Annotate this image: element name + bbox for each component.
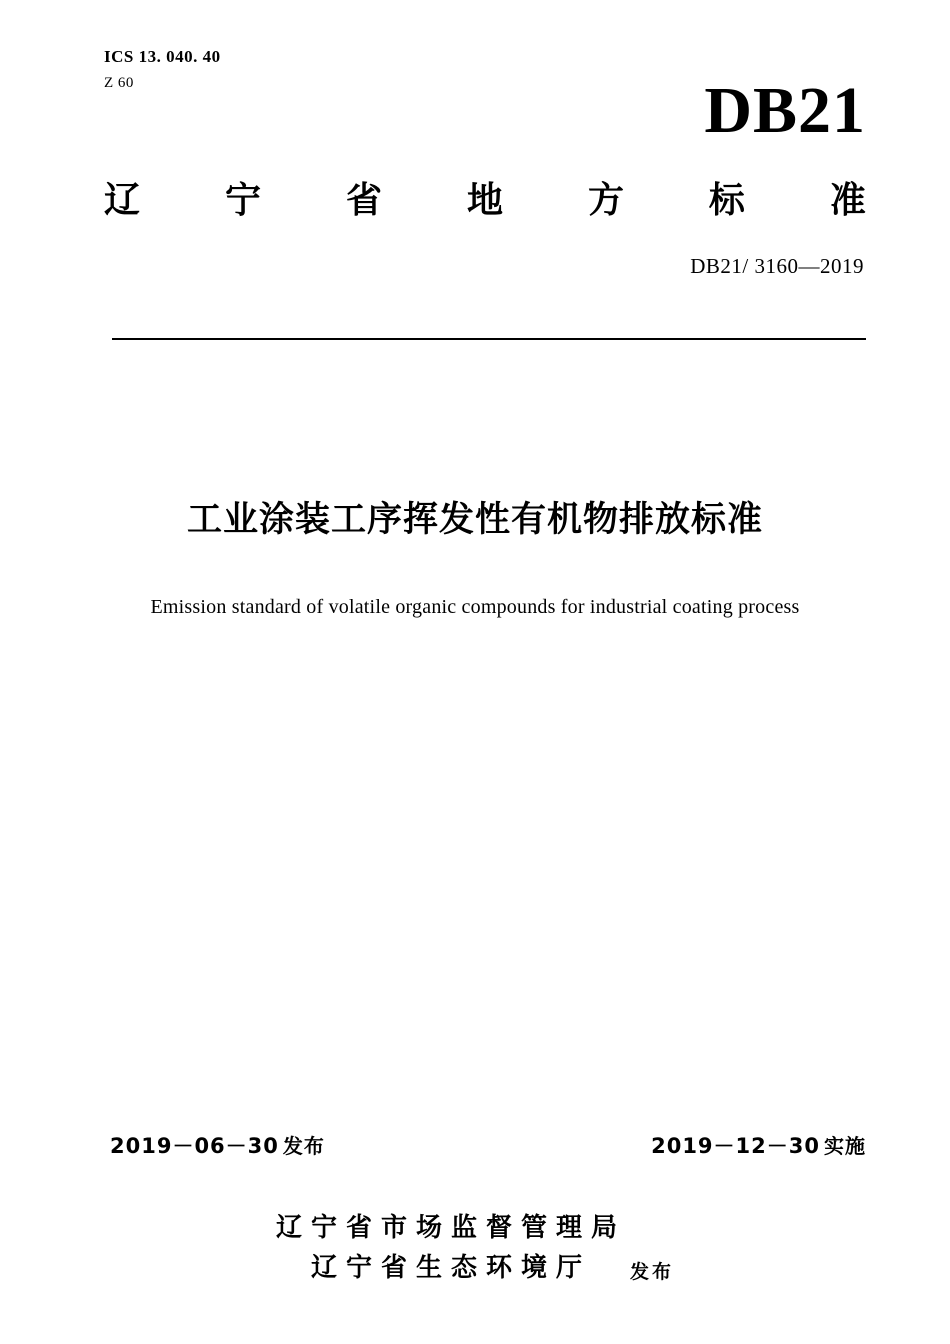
standard-name-char-1: 宁 xyxy=(224,180,261,221)
standard-name-char-6: 准 xyxy=(829,180,866,221)
page-title: 工业涂装工序挥发性有机物排放标准 xyxy=(186,500,763,540)
implement-date-group xyxy=(651,1130,866,1160)
issuer-publish-label: 发布 xyxy=(630,1261,675,1283)
issuer-line-1: 辽宁省市场监督管理局 xyxy=(275,1213,626,1243)
standard-name-char-0: 辽 xyxy=(104,180,141,221)
issuer-line-2: 辽宁省生态环境厅 xyxy=(310,1253,591,1283)
issue-date-group xyxy=(110,1130,325,1160)
page-subtitle-english: Emission standard of volatile organic compounds for industrial coating process xyxy=(150,596,800,618)
standard-name-line xyxy=(104,172,866,223)
issue-date: 2019－06－30 xyxy=(110,1134,279,1158)
ics-block xyxy=(104,44,221,96)
standard-name-char-3: 地 xyxy=(466,180,503,221)
ics-code: ICS 13. 040. 40 xyxy=(104,47,221,66)
implement-date-label: 实施 xyxy=(824,1134,866,1158)
ccs-code: Z 60 xyxy=(104,75,134,91)
issue-date-label: 发布 xyxy=(282,1134,325,1158)
standard-name-char-2: 省 xyxy=(345,180,382,221)
standard-name-char-5: 标 xyxy=(708,180,745,221)
db21-logo: DB21 xyxy=(704,74,866,147)
standard-name-char-4: 方 xyxy=(587,180,624,221)
issuers-block xyxy=(0,1208,950,1288)
issuer-names xyxy=(276,1208,626,1288)
header-divider xyxy=(112,338,866,340)
standard-number: DB21/ 3160—2019 xyxy=(690,254,864,278)
implement-date: 2019－12－30 xyxy=(651,1134,820,1158)
dates-row xyxy=(110,1130,866,1160)
